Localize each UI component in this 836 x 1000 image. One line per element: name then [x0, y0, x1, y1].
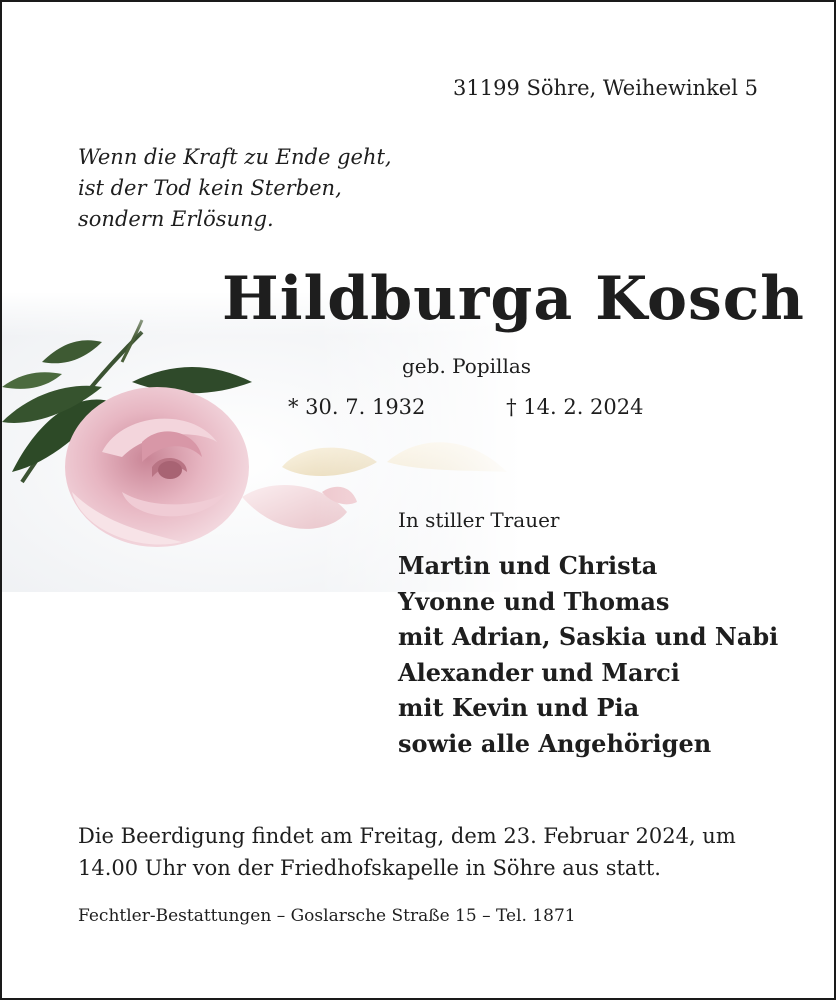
family-line: Yvonne und Thomas — [398, 586, 670, 616]
family-line: Martin und Christa — [398, 551, 658, 580]
family-line: mit Kevin und Pia — [398, 693, 640, 722]
quote-line: ist der Tod kein Sterben, — [78, 176, 342, 200]
birth-name: geb. Popillas — [402, 354, 532, 378]
quote — [78, 142, 392, 235]
quote-line: sondern Erlösung. — [78, 207, 274, 231]
funeral-info — [78, 820, 736, 884]
rose-image — [2, 292, 522, 592]
quote-line: Wenn die Kraft zu Ende geht, — [78, 145, 392, 169]
family-line: sowie alle Angehörigen — [398, 728, 712, 758]
deceased-name: Hildburga Kosch — [222, 264, 805, 334]
family-line: mit Adrian, Saskia und Nabi — [398, 622, 779, 651]
family-line: Alexander und Marci — [398, 657, 680, 687]
family-list — [398, 548, 778, 761]
undertaker-info: Fechtler-Bestattungen – Goslarsche Straße 15 – Tel. 1871 — [78, 906, 576, 926]
address: 31199 Söhre, Weihewinkel 5 — [453, 76, 758, 100]
funeral-line: Die Beerdigung findet am Freitag, dem 23. Februar 2024, um — [78, 824, 736, 848]
life-dates — [288, 395, 644, 419]
death-date: † 14. 2. 2024 — [506, 395, 644, 419]
birth-date: * 30. 7. 1932 — [288, 395, 426, 419]
funeral-line: 14.00 Uhr von der Friedhofskapelle in Söhre aus statt. — [78, 856, 661, 880]
mourning-text: In stiller Trauer — [398, 508, 560, 532]
